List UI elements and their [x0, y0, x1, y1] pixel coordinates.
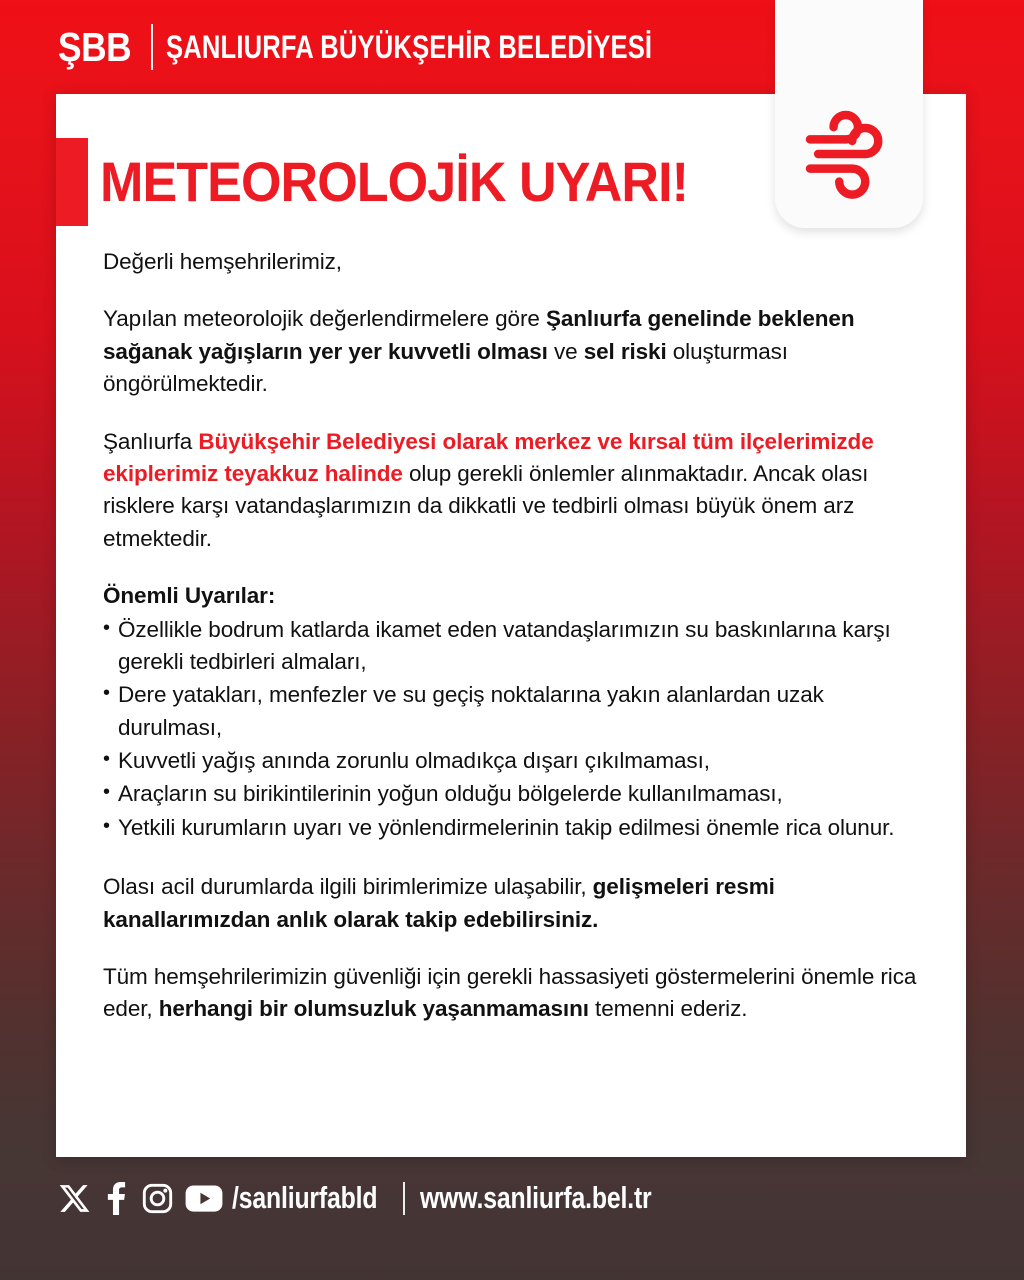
footer-divider — [403, 1182, 405, 1215]
wind-badge — [775, 0, 923, 228]
announcement-card — [56, 94, 966, 1157]
p2-part1: Şanlıurfa — [103, 428, 199, 454]
paragraph-forecast — [103, 303, 927, 400]
logo-divider — [151, 24, 153, 70]
logo-mark: ŞBB — [58, 23, 132, 70]
logo-text: ŞANLIURFA BÜYÜKŞEHİR BELEDİYESİ — [166, 29, 653, 65]
p4-part2: temenni ederiz. — [588, 996, 748, 1022]
facebook-icon[interactable] — [102, 1182, 130, 1215]
greeting-text: Değerli hemşehrilerimiz, — [103, 249, 342, 274]
p2-red1: Büyükşehir Belediyesi olarak merkez ve kırsal tüm ilçelerimizde ekiplerimiz teyakkuz halinde — [103, 428, 874, 486]
title-accent-bar — [56, 138, 88, 226]
p4-bold1: herhangi bir olumsuzluk yaşanmamasını — [158, 996, 589, 1022]
page-title: METEOROLOJİK UYARI! — [100, 150, 689, 213]
page-footer — [58, 1180, 709, 1216]
list-item: • Özellikle bodrum katlarda ikamet eden vatandaşlarımızın su baskınlarına karşı gerekli tedbirleri almaları, — [103, 614, 927, 679]
title-row — [56, 138, 732, 226]
p4-part1: Tüm hemşehrilerimizin güvenliği için gerekli hassasiyeti göstermelerini önemle rica eder, — [103, 964, 917, 1022]
announcement-body — [103, 246, 927, 1026]
list-item: • Dere yatakları, menfezler ve su geçiş noktalarına yakın alanlardan uzak durulması, — [103, 679, 927, 744]
youtube-icon[interactable] — [185, 1184, 223, 1213]
paragraph-municipality — [103, 426, 927, 556]
warnings-list — [103, 614, 927, 845]
p1-bold2: sel riski — [583, 338, 667, 364]
paragraph-closing — [103, 961, 927, 1026]
paragraph-contact — [103, 871, 927, 936]
p1-part2: ve — [547, 338, 584, 364]
p1-part1: Yapılan meteorolojik değerlendirmelere göre — [103, 306, 546, 332]
x-icon[interactable] — [58, 1182, 91, 1215]
list-item: • Yetkili kurumların uyarı ve yönlendirmelerinin takip edilmesi önemle rica olunur. — [103, 812, 927, 844]
footer-url[interactable]: www.sanliurfa.bel.tr — [419, 1180, 652, 1215]
list-heading: Önemli Uyarılar: — [103, 583, 276, 609]
spacer — [103, 845, 927, 871]
instagram-icon[interactable] — [141, 1182, 174, 1215]
p1-bold1: Şanlıurfa genelinde beklenen sağanak yağışların yer yer kuvvetli olması — [103, 306, 855, 364]
list-item: • Kuvvetli yağış anında zorunlu olmadıkça dışarı çıkılmaması, — [103, 745, 927, 777]
footer-handle[interactable]: /sanliurfabld — [232, 1180, 378, 1215]
list-item: • Araçların su birikintilerinin yoğun olduğu bölgelerde kullanılmaması, — [103, 778, 927, 810]
p1-part3: oluşturması öngörülmektedir. — [103, 338, 788, 397]
p3-part1: Olası acil durumlarda ilgili birimlerimize ulaşabilir, — [103, 874, 593, 900]
p2-part2: olup gerekli önlemler alınmaktadır. Ancak olası risklere karşı vatandaşlarımızın da dikkatli ve tedbirli olması büyük önem arz etmektedir. — [103, 460, 869, 551]
p3-bold1: gelişmeleri resmi kanallarımızdan anlık olarak takip edebilirsiniz. — [103, 874, 775, 932]
wind-icon — [797, 102, 901, 206]
